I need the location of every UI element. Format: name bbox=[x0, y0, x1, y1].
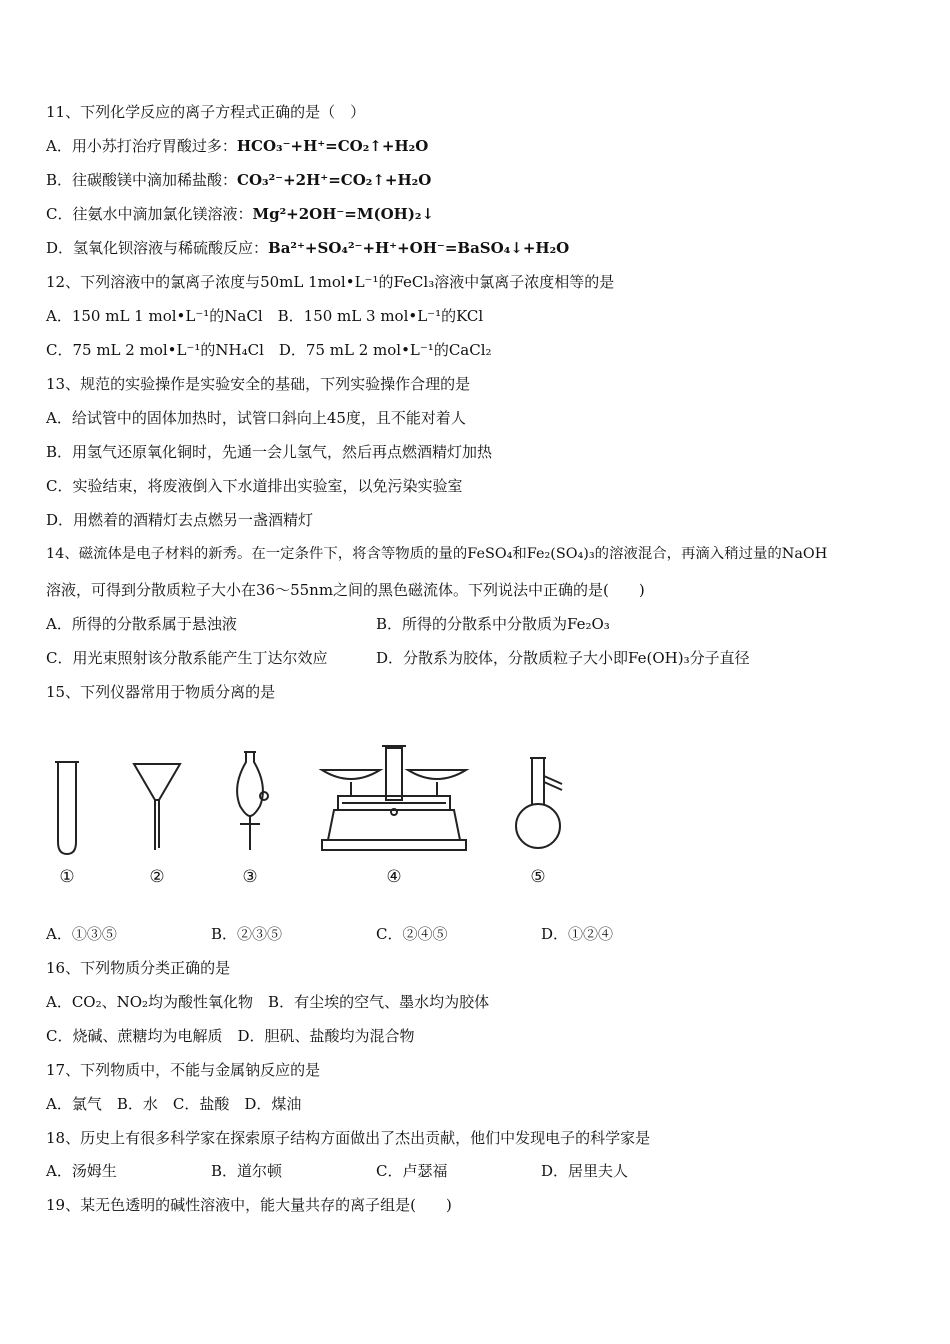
q13-option-d: D．用燃着的酒精灯去点燃另一盏酒精灯 bbox=[46, 511, 314, 529]
figure-label-5: ⑤ bbox=[530, 867, 546, 887]
q18-option-d: D．居里夫人 bbox=[541, 1162, 629, 1180]
q19-stem: 19、某无色透明的碱性溶液中，能大量共存的离子组是( ) bbox=[46, 1196, 452, 1214]
test-tube-icon bbox=[55, 762, 79, 854]
q11-c-equation: Mg²+2OH⁻=M(OH)₂↓ bbox=[252, 205, 435, 223]
q11-option-c bbox=[46, 204, 434, 224]
q11-b-text: B．往碳酸镁中滴加稀盐酸： bbox=[46, 171, 238, 189]
q16-options-cd: C．烧碱、蔗糖均为电解质 D．胆矾、盐酸均为混合物 bbox=[46, 1027, 415, 1045]
q14-stem-line1: 14、磁流体是电子材料的新秀。在一定条件下，将含等物质的量的FeSO₄和Fe₂(SO₄)₃的溶液混合，再滴入稍过量的NaOH bbox=[46, 546, 828, 562]
q11-option-d bbox=[46, 238, 569, 258]
q11-stem: 11、下列化学反应的离子方程式正确的是（ ） bbox=[46, 103, 366, 121]
q14-option-d: D．分散系为胶体，分散质粒子大小即Fe(OH)₃分子直径 bbox=[376, 649, 750, 667]
q17-stem: 17、下列物质中，不能与金属钠反应的是 bbox=[46, 1061, 321, 1079]
q11-option-b bbox=[46, 170, 431, 190]
q16-options-ab: A．CO₂、NO₂均为酸性氧化物 B．有尘埃的空气、墨水均为胶体 bbox=[46, 993, 490, 1011]
q13-option-a: A．给试管中的固体加热时，试管口斜向上45度，且不能对着人 bbox=[46, 409, 466, 427]
q14-stem-line2: 溶液，可得到分散质粒子大小在36～55nm之间的黑色磁流体。下列说法中正确的是( ) bbox=[46, 581, 645, 599]
q12-stem: 12、下列溶液中的氯离子浓度与50mL 1mol•L⁻¹的FeCl₃溶液中氯离子浓度相等的是 bbox=[46, 273, 615, 291]
q15-option-d: D．①②④ bbox=[541, 925, 614, 943]
q11-d-equation: Ba²⁺+SO₄²⁻+H⁺+OH⁻=BaSO₄↓+H₂O bbox=[268, 239, 570, 257]
q18-option-b: B．道尔顿 bbox=[211, 1162, 283, 1180]
q15-option-a: A．①③⑤ bbox=[46, 925, 117, 943]
figure-label-4: ④ bbox=[386, 867, 402, 887]
q18-option-c: C．卢瑟福 bbox=[376, 1162, 448, 1180]
separatory-funnel-icon bbox=[237, 752, 268, 850]
q16-stem: 16、下列物质分类正确的是 bbox=[46, 959, 231, 977]
q11-option-a bbox=[46, 136, 428, 156]
q14-option-c: C．用光束照射该分散系能产生丁达尔效应 bbox=[46, 649, 328, 667]
q11-c-text: C．往氨水中滴加氯化镁溶液： bbox=[46, 205, 253, 223]
q17-options: A．氯气 B．水 C．盐酸 D．煤油 bbox=[46, 1095, 302, 1113]
figure-label-3: ③ bbox=[242, 867, 258, 887]
q18-stem: 18、历史上有很多科学家在探索原子结构方面做出了杰出贡献，他们中发现电子的科学家是 bbox=[46, 1129, 651, 1147]
q18-option-a: A．汤姆生 bbox=[46, 1162, 117, 1180]
q14-option-b: B．所得的分散系中分散质为Fe₂O₃ bbox=[376, 615, 610, 633]
balance-scale-icon bbox=[322, 746, 466, 850]
q15-option-b: B．②③⑤ bbox=[211, 925, 283, 943]
q13-option-c: C．实验结束，将废液倒入下水道排出实验室，以免污染实验室 bbox=[46, 477, 463, 495]
q12-options-ab: A．150 mL 1 mol•L⁻¹的NaCl B．150 mL 3 mol•L⁻¹的KCl bbox=[46, 307, 484, 325]
q11-d-text: D．氢氧化钡溶液与稀硫酸反应： bbox=[46, 239, 269, 257]
q11-b-equation: CO₃²⁻+2H⁺=CO₂↑+H₂O bbox=[237, 171, 432, 189]
q13-option-b: B．用氢气还原氧化铜时，先通一会儿氢气，然后再点燃酒精灯加热 bbox=[46, 443, 493, 461]
funnel-icon bbox=[134, 764, 180, 850]
q15-option-c: C．②④⑤ bbox=[376, 925, 448, 943]
q15-stem: 15、下列仪器常用于物质分离的是 bbox=[46, 683, 276, 701]
q13-stem: 13、规范的实验操作是实验安全的基础，下列实验操作合理的是 bbox=[46, 375, 471, 393]
figure-label-1: ① bbox=[59, 867, 75, 887]
q11-a-text: A．用小苏打治疗胃酸过多： bbox=[46, 137, 237, 155]
q14-option-a: A．所得的分散系属于悬浊液 bbox=[46, 615, 237, 633]
distillation-flask-icon bbox=[516, 758, 562, 848]
figure-label-2: ② bbox=[149, 867, 165, 887]
q12-options-cd: C．75 mL 2 mol•L⁻¹的NH₄Cl D．75 mL 2 mol•L⁻¹的CaCl₂ bbox=[46, 341, 492, 359]
lab-apparatus-figure bbox=[46, 738, 576, 898]
q11-a-equation: HCO₃⁻+H⁺=CO₂↑+H₂O bbox=[236, 137, 429, 155]
